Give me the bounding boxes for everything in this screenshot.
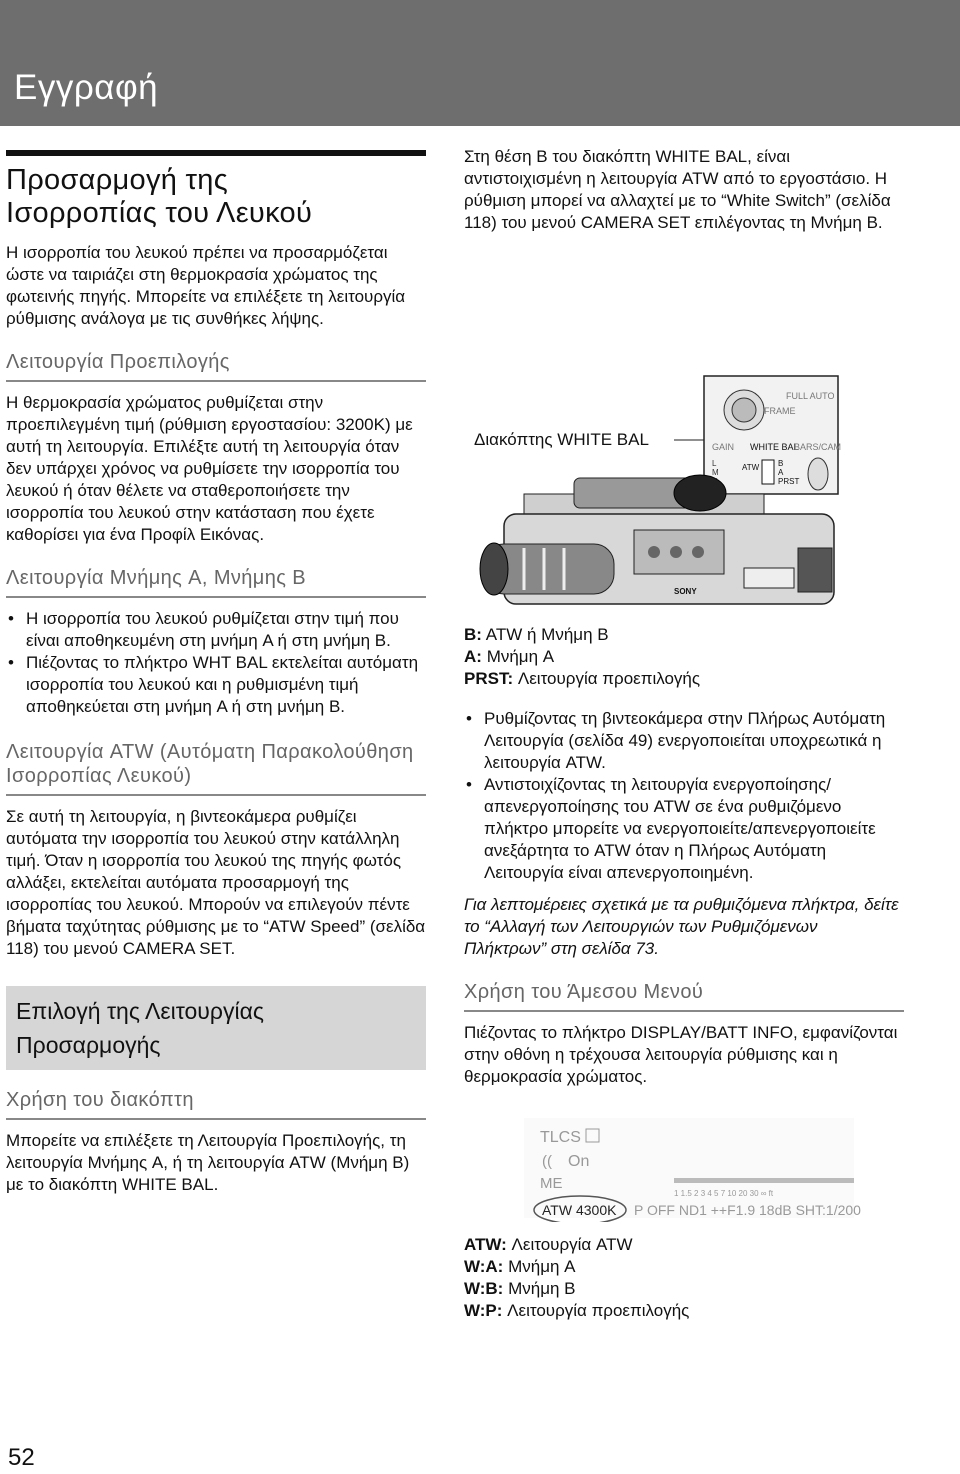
legend-key: A: (464, 647, 482, 666)
atw-notes-list (464, 708, 904, 884)
page-title (6, 164, 426, 230)
legend-value: Μνήμη B (508, 1279, 576, 1298)
switch-legend (464, 624, 904, 690)
camera-drawing (464, 248, 904, 608)
assignable-note: Για λεπτομέρειες σχετικά με τα ρυθμιζόμενα πλήκτρα, δείτε το “Αλλαγή των Λειτουργιών των Ρυθμιζόμενων Πλήκτρων” στη σελίδα 73. (464, 895, 899, 958)
legend-key: ATW: (464, 1235, 507, 1254)
brand-logo: SONY (674, 587, 697, 596)
lcd-status: P OFF ND1 ++F1.9 18dB SHT:1/200 (634, 1202, 861, 1218)
switch-paragraph: Μπορείτε να επιλέξετε τη Λειτουργία Προεπιλογής, τη λειτουργία Μνήμης A, ή τη λειτουργία ATW (Μνήμη B) με το διακόπτη WHITE BAL. (6, 1131, 410, 1194)
legend-row (464, 646, 904, 668)
panel-a: A (778, 468, 784, 477)
lcd-me: ME (540, 1175, 563, 1192)
legend-key: W:A: (464, 1257, 504, 1276)
list-item: • Η ισορροπία του λευκού ρυθμίζεται στην τιμή που είναι αποθηκευμένη στη μνήμη A ή στη μνήμη B. (6, 608, 426, 652)
legend-key: W:B: (464, 1279, 504, 1298)
atw-paragraph: Σε αυτή τη λειτουργία, η βιντεοκάμερα ρυθμίζει αυτόματα την ισορροπία του λευκού στην κατάλληλη τιμή. Όταν η ισορροπία του λευκού της πηγής φωτός αλλάξει, εκτελείται αυτόματα προσαρμογή της ισορροπίας του λευκού. Μπορούν να επιλεγούν πέντε βήματα ταχύτητας ρύθμισης με το “ATW Speed” (σελίδα 118) του μενού CAMERA SET. (6, 807, 426, 958)
legend-row (464, 1234, 904, 1256)
panel-l: L (712, 459, 717, 468)
legend-value: ATW ή Μνήμη B (485, 625, 609, 644)
legend-value: Μνήμη A (486, 647, 555, 666)
lcd-tlcs: TLCS (540, 1129, 581, 1146)
lcd-atw-value: ATW 4300K (542, 1202, 617, 1218)
memory-heading: Λειτουργία Μνήμης A, Μνήμης B (6, 566, 426, 598)
lcd-drawing (484, 1118, 864, 1222)
legend-key: B: (464, 625, 482, 644)
title-rule (6, 150, 426, 156)
mode-selection-heading (6, 986, 426, 1070)
lcd-scale: 1 1.5 2 3 4 5 7 10 20 30 ∞ ft (674, 1189, 774, 1198)
switch-heading: Χρήση του διακόπτη (6, 1088, 426, 1120)
direct-menu-paragraph: Πιέζοντας το πλήκτρο DISPLAY/BATT INFO, εμφανίζονται στην οθόνη η τρέχουσα λειτουργία ρύθμισης και η θερμοκρασία χρώματος. (464, 1023, 898, 1086)
left-column (6, 150, 426, 1196)
preset-heading: Λειτουργία Προεπιλογής (6, 350, 426, 382)
panel-bars-cam: BARS/CAM (794, 442, 842, 452)
legend-row (464, 1300, 904, 1322)
right-intro-paragraph: Στη θέση B του διακόπτη WHITE BAL, είναι αντιστοιχισμένη η λειτουργία ATW από το εργοστάσιο. Η ρύθμιση μπορεί να αλλαχτεί με το “White Switch” (σελίδα 118) του μενού CAMERA SET επιλέγοντας τη Μνήμη B. (464, 147, 891, 232)
white-bal-switch (762, 460, 774, 484)
camera-illustration (464, 248, 904, 608)
legend-value: Λειτουργία ATW (511, 1235, 633, 1254)
legend-key: PRST: (464, 669, 514, 688)
panel-atw: ATW (742, 463, 760, 472)
lcd-legend (464, 1234, 904, 1322)
memory-list (6, 608, 426, 718)
legend-key: W:P: (464, 1301, 503, 1320)
page-title-line-2: Ισορροπίας του Λευκού (6, 197, 313, 229)
direct-menu-heading: Χρήση του Άμεσου Μενού (464, 980, 904, 1012)
legend-row (464, 1256, 904, 1278)
page-number: 52 (8, 1444, 35, 1471)
panel-b: B (778, 459, 784, 468)
right-column (464, 146, 904, 1322)
svg-text:((: (( (542, 1153, 552, 1170)
list-item: • Πιέζοντας το πλήκτρο WHT BAL εκτελείται αυτόματη ισορροπία του λευκού και η ρυθμισμένη τιμή αποθηκεύεται στη μνήμη A ή στη μνήμη B. (6, 652, 426, 718)
list-item: • Αντιστοιχίζοντας τη λειτουργία ενεργοποίησης/απενεργοποίησης του ATW σε ένα ρυθμιζόμενο πλήκτρο μπορείτε να ενεργοποιείτε/απενεργοποιείτε ανεξάρτητα το ATW όταν η Πλήρως Αυτόματη Λειτουργία είναι απενεργοποιημένη. (464, 774, 904, 884)
page-title-line-1: Προσαρμογή της (6, 164, 229, 196)
legend-value: Λειτουργία προεπιλογής (507, 1301, 690, 1320)
white-bal-callout: Διακόπτης WHITE BAL (474, 430, 649, 449)
panel-gain: GAIN (712, 442, 735, 452)
panel-prst: PRST (778, 477, 800, 486)
section-title: Εγγραφή (14, 68, 159, 107)
preset-paragraph: Η θερμοκρασία χρώματος ρυθμίζεται στην προεπιλεγμένη τιμή (ρύθμιση εργοστασίου: 3200K) με αυτή τη λειτουργία. Επιλέξτε αυτή τη λειτουργία όταν δεν υπάρχει χρόνος να ρυθμίσετε την ισορροπία του λευκού ή όταν θέλετε να σταθεροποιήσετε την ισορροπία του λευκού στην κατάσταση που έχετε καθορίσει για ένα Προφίλ Εικόνας. (6, 393, 413, 544)
mode-selection-heading-line-1: Επιλογή της Λειτουργίας (16, 998, 264, 1024)
legend-row (464, 668, 904, 690)
legend-row (464, 624, 904, 646)
list-item: • Ρυθμίζοντας τη βιντεοκάμερα στην Πλήρως Αυτόματη Λειτουργία (σελίδα 49) ενεργοποιείται υποχρεωτικά η λειτουργία ATW. (464, 708, 904, 774)
panel-m: M (712, 468, 719, 477)
header-band (0, 0, 960, 126)
atw-heading: Λειτουργία ATW (Αυτόματη Παρακολούθηση Ισορροπίας Λευκού) (6, 740, 426, 796)
panel-full-auto: FULL AUTO (786, 391, 835, 401)
lcd-on: On (568, 1153, 590, 1170)
panel-frame: FRAME (764, 406, 796, 416)
legend-value: Μνήμη A (508, 1257, 576, 1276)
legend-row (464, 1278, 904, 1300)
legend-value: Λειτουργία προεπιλογής (517, 669, 701, 688)
lcd-screen-illustration (484, 1118, 864, 1222)
mode-selection-heading-line-2: Προσαρμογής (16, 1032, 161, 1058)
panel-white-bal: WHITE BAL (750, 442, 799, 452)
intro-paragraph: Η ισορροπία του λευκού πρέπει να προσαρμόζεται ώστε να ταιριάζει στη θερμοκρασία χρώματος της φωτεινής πηγής. Μπορείτε να επιλέξετε τη λειτουργία ρύθμισης ανάλογα με τις συνθήκες λήψης. (6, 243, 406, 328)
